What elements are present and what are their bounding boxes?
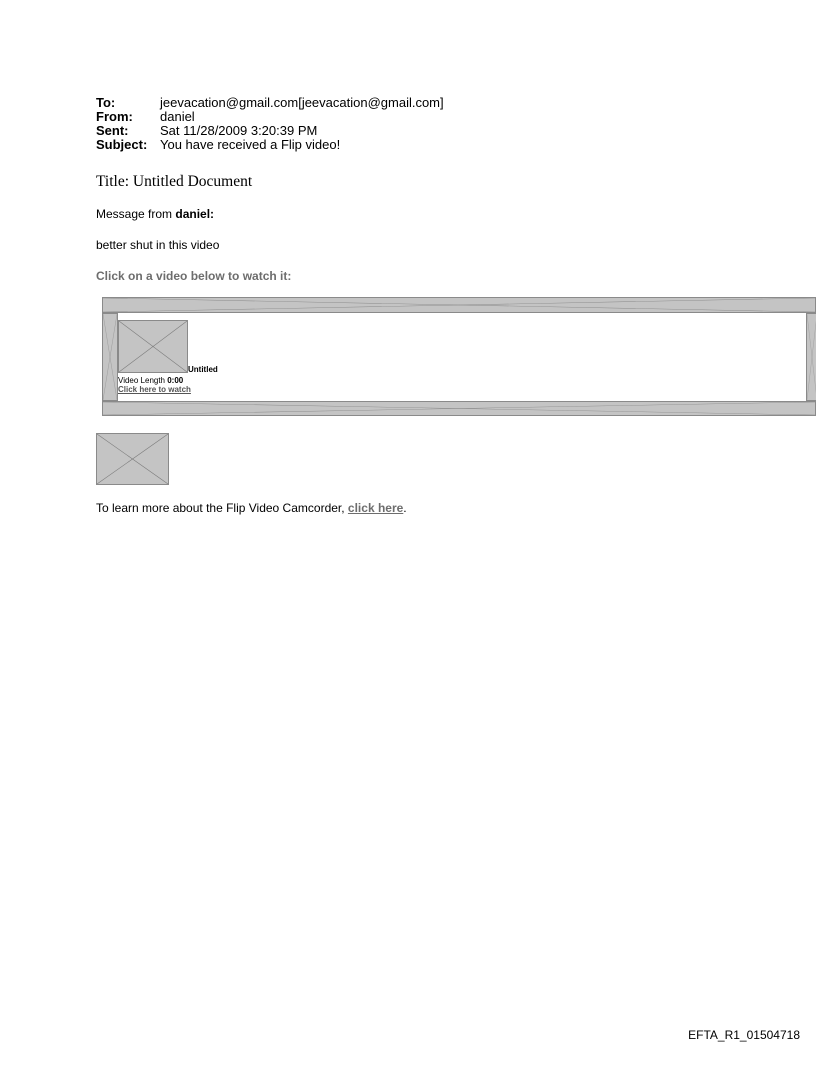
email-header — [96, 96, 696, 152]
to-label: To: — [96, 95, 116, 110]
sent-value: Sat 11/28/2009 3:20:39 PM — [160, 123, 318, 138]
click-instruction: Click on a video below to watch it: — [96, 269, 292, 283]
message-from-prefix: Message from — [96, 207, 176, 221]
from-value: daniel — [160, 109, 195, 124]
subject-label: Subject: — [96, 137, 148, 152]
frame-left-image — [102, 313, 118, 401]
sent-label: Sent: — [96, 123, 129, 138]
to-row — [96, 96, 696, 110]
message-from-name: daniel: — [175, 207, 215, 221]
from-label: From: — [96, 109, 133, 124]
video-frame — [102, 297, 816, 417]
document-title: Title: Untitled Document — [96, 173, 253, 190]
click-here-link[interactable]: click here — [347, 501, 404, 515]
message-from — [96, 207, 214, 221]
document-id: EFTA_R1_01504718 — [688, 1028, 800, 1042]
message-body: better shut in this video — [96, 238, 220, 252]
frame-bottom-image — [102, 401, 816, 416]
video-thumbnail[interactable] — [118, 320, 188, 373]
subject-value: You have received a Flip video! — [160, 137, 341, 152]
video-length — [118, 376, 183, 385]
frame-top-image — [102, 297, 816, 313]
video-length-value: 0:00 — [167, 376, 184, 385]
video-length-label: Video Length — [118, 376, 168, 385]
subject-row — [96, 138, 696, 152]
to-value: jeevacation@gmail.com[jeevacation@gmail.com] — [160, 95, 444, 110]
flip-logo-image — [96, 433, 169, 485]
learn-more-suffix: . — [403, 501, 407, 515]
sent-row — [96, 124, 696, 138]
frame-right-image — [806, 313, 816, 401]
watch-video-link[interactable]: Click here to watch — [118, 385, 191, 394]
video-title: Untitled — [188, 365, 218, 374]
from-row — [96, 110, 696, 124]
learn-more-text — [96, 501, 407, 515]
learn-more-prefix: To learn more about the Flip Video Camcorder, — [96, 501, 348, 515]
